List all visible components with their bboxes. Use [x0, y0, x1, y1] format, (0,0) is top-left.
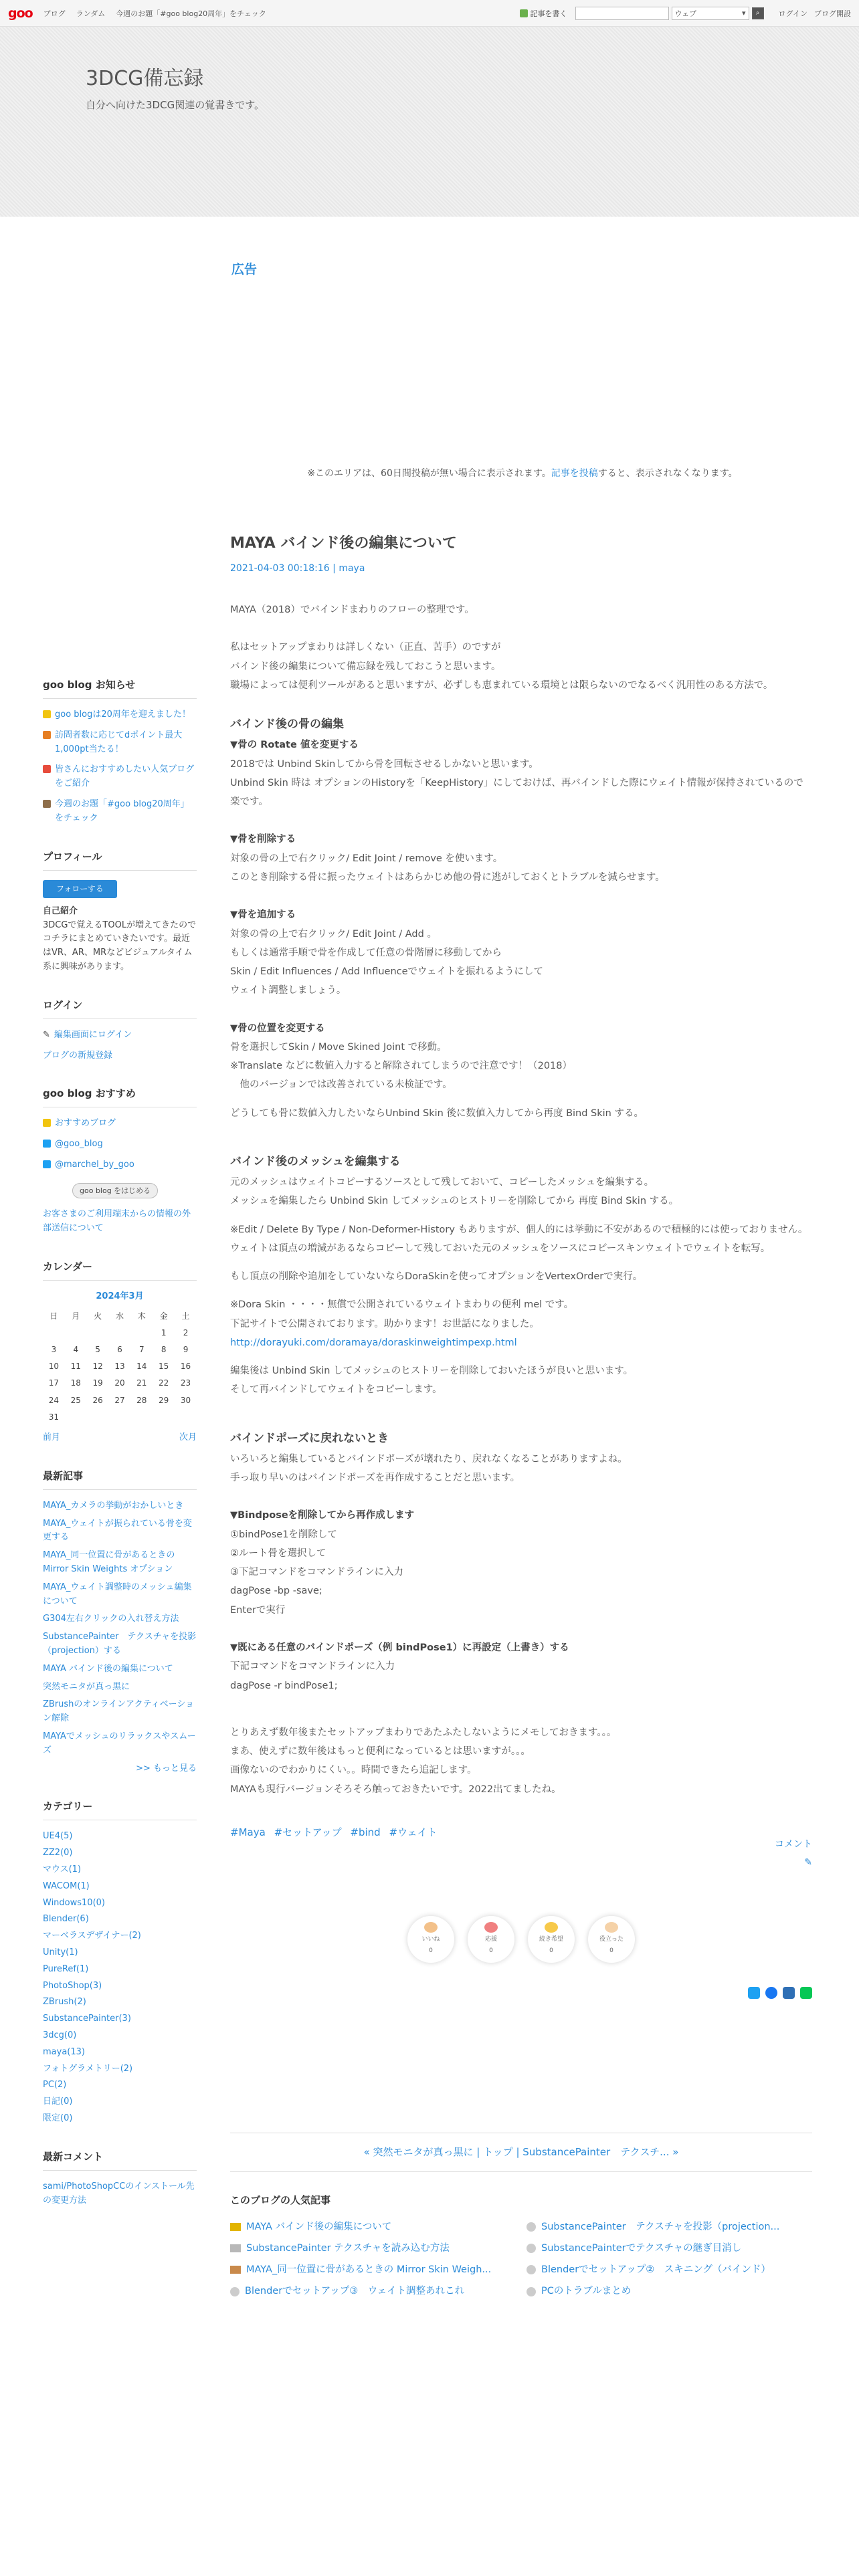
megaphone-icon — [484, 1922, 498, 1933]
subsection-heading: ▼骨の Rotate 値を変更する — [230, 740, 359, 751]
body-text: 元のメッシュはウェイトコピーするソースとして残しておいて、コピーしたメッシュを編集する。 — [230, 1177, 654, 1188]
top-bar — [0, 0, 859, 27]
meta-separator: | — [329, 562, 339, 574]
star-icon — [43, 710, 51, 718]
category-link[interactable]: WACOM(1) — [43, 1881, 90, 1891]
body-text: ※Edit / Delete By Type / Non-Deformer-History もありますが、個人的には挙動に不安があるので積極的には使っておりません。 — [230, 1224, 808, 1235]
recommend-heading: goo blog おすすめ — [43, 1085, 197, 1107]
category-link[interactable]: Windows10(0) — [43, 1897, 105, 1908]
body-text: とりあえず数年後またセットアップまわりであたふたしないようにメモしておきます。。。 — [230, 1727, 617, 1738]
body-text: Unbind Skin 時は オプションのHistoryを「KeepHistory」にしておけば、再バインドした際にウェイト情報が保持されているので楽です。 — [230, 777, 803, 808]
heart-eyes-icon — [545, 1922, 558, 1933]
goo-start-button[interactable]: goo blog をはじめる — [72, 1183, 158, 1199]
popular-title: このブログの人気記事 — [230, 2194, 331, 2207]
reaction-want-more[interactable] — [528, 1916, 575, 1963]
pen-icon — [520, 9, 528, 17]
gift-icon — [43, 731, 51, 739]
category-link[interactable]: ZBrush(2) — [43, 1997, 86, 2008]
news-item[interactable] — [43, 798, 197, 826]
category-link[interactable]: PC(2) — [43, 2080, 67, 2090]
popular-item-link[interactable]: SubstancePainterでテクスチャの継ぎ目消し — [541, 2242, 742, 2254]
body-text: 手っ取り早いのはバインドポーズを再作成することだと思います。 — [230, 1473, 520, 1484]
body-text: いろいろと編集しているとバインドポーズが壊れたり、戻れなくなることがありますよね。 — [230, 1453, 628, 1465]
goo-logo[interactable]: goo — [8, 5, 33, 21]
calendar-month: 2024年3月 — [96, 1291, 144, 1301]
calendar-day: 22 — [159, 1378, 169, 1388]
more-articles-link[interactable]: >> もっと見る — [136, 1763, 197, 1774]
calendar-day: 24 — [48, 1395, 60, 1405]
calendar-day: 6 — [117, 1345, 122, 1355]
share-row — [230, 1987, 812, 1999]
calendar-day: 26 — [92, 1395, 103, 1405]
recent-article-link[interactable]: ZBrushのオンラインアクティベーション解除 — [43, 1699, 195, 1724]
blog-header — [0, 27, 859, 217]
body-text: メッシュを編集したら Unbind Skin してメッシュのヒストリーを削除してから 再度 Bind Skin する。 — [230, 1196, 679, 1207]
body-text: 対象の骨の上で右クリック/ Edit Joint / Add 。 — [230, 928, 437, 940]
body-text: 2018では Unbind Skinしてから骨を回転させるしかないと思います。 — [230, 758, 539, 770]
login-edit-item[interactable] — [43, 1029, 197, 1043]
ad-label: 広告 — [231, 262, 258, 277]
subsection-heading: ▼骨の位置を変更する — [230, 1023, 325, 1034]
category-link[interactable]: SubstancePainter(3) — [43, 2014, 131, 2024]
doraskin-link[interactable]: http://dorayuki.com/doramaya/doraskinweightimpexp.html — [230, 1337, 517, 1348]
prev-month-link[interactable]: 前月 — [43, 1432, 61, 1443]
reaction-count: 0 — [549, 1947, 553, 1955]
popular-item-link[interactable]: MAYA バインド後の編集について — [246, 2221, 392, 2232]
follow-button[interactable]: フォローする — [43, 880, 117, 898]
search-icon: ⌕ — [755, 9, 760, 17]
recent-heading: 最新記事 — [43, 1468, 197, 1490]
calendar — [43, 1290, 197, 1445]
body-text: dagPose -r bindPose1; — [230, 1680, 338, 1691]
calendar-day: 21 — [136, 1378, 147, 1388]
calendar-grid — [43, 1308, 197, 1426]
recent-article-link[interactable]: MAYAでメッシュのリラックスやスムーズ — [43, 1731, 196, 1755]
sidebar — [43, 677, 197, 2208]
subsection-heading: ▼既にある任意のバインドポーズ（例 bindPose1）に再設定（上書き）する — [230, 1642, 569, 1653]
body-text: 他のバージョンでは改善されている未検証です。 — [230, 1079, 452, 1091]
reaction-count: 0 — [429, 1947, 433, 1955]
terms-link[interactable]: お客さまのご利用端末からの情報の外部送信について — [43, 1209, 191, 1234]
popular-item-link[interactable]: SubstancePainter テクスチャを読み込む方法 — [246, 2242, 450, 2254]
post-article-link[interactable]: 記事を投稿 — [551, 468, 598, 479]
body-text: ③下記コマンドをコマンドラインに入力 — [230, 1567, 404, 1578]
reaction-helpful[interactable] — [588, 1916, 635, 1963]
news-link[interactable]: 今週のお題「#goo blog20周年」をチェック — [55, 798, 189, 823]
calendar-day: 1 — [161, 1327, 167, 1337]
category-link[interactable]: Unity(1) — [43, 1947, 78, 1957]
nav-random[interactable]: ランダム — [76, 9, 106, 18]
twitter-icon — [43, 1140, 51, 1148]
calendar-day: 9 — [183, 1345, 189, 1355]
calendar-day: 7 — [138, 1345, 145, 1355]
rank-icon — [527, 2222, 536, 2232]
tag-list — [230, 1823, 812, 1842]
login-heading: ログイン — [43, 997, 197, 1019]
calendar-day: 5 — [95, 1345, 100, 1355]
calendar-day: 27 — [114, 1395, 125, 1405]
facebook-icon[interactable] — [765, 1987, 777, 1999]
subsection-heading: ▼骨を追加する — [230, 909, 296, 921]
news-heading: goo blog お知らせ — [43, 677, 197, 699]
popular-item[interactable] — [230, 2218, 516, 2236]
category-link[interactable]: UE4(5) — [43, 1831, 73, 1842]
calendar-day: 20 — [114, 1378, 125, 1388]
popular-item-link[interactable]: Blenderでセットアップ③ ウェイト調整あれこれ — [245, 2286, 465, 2297]
recent-article-link[interactable]: MAYA バインド後の編集について — [43, 1663, 173, 1674]
recommend-item[interactable] — [43, 1117, 197, 1131]
search-scope-value: ウェブ — [674, 9, 697, 18]
recent-comment-link[interactable]: sami/PhotoShopCCのインストール先の変更方法 — [43, 2181, 195, 2206]
new-blog-link[interactable]: ブログの新規登録 — [43, 1050, 113, 1061]
body-text: ②ルート骨を選択して — [230, 1547, 326, 1559]
rank-icon — [527, 2287, 536, 2296]
chevron-down-icon: ▾ — [742, 9, 746, 17]
twitter-icon — [43, 1160, 51, 1168]
news-link[interactable]: 訪問者数に応じてdポイント最大1,000pt当たる！ — [55, 730, 183, 754]
calendar-day: 3 — [51, 1345, 57, 1355]
subsection-heading: ▼骨を削除する — [230, 834, 296, 845]
tag[interactable]: #ウェイト — [389, 1826, 438, 1838]
hatena-icon[interactable] — [783, 1987, 795, 1999]
body-text: バインド後の編集について備忘録を残しておこうと思います。 — [230, 661, 501, 672]
category-link[interactable]: PhotoShop(3) — [43, 1980, 102, 1991]
thumbs-up-icon — [424, 1922, 438, 1933]
category-link[interactable]: 限定(0) — [43, 2113, 73, 2123]
body-text: もし頂点の削除や追加をしていないならDoraSkinを使ってオプションをVertexOrderで実行。 — [230, 1271, 643, 1283]
calendar-nav — [43, 1431, 197, 1445]
popular-item-link[interactable]: SubstancePainter テクスチャを投影（projection... — [541, 2221, 780, 2232]
calendar-day: 16 — [180, 1362, 191, 1372]
recommend-link[interactable]: おすすめブログ — [55, 1118, 116, 1129]
section-heading: バインド後の骨の編集 — [230, 718, 344, 732]
news-link[interactable]: goo blogは20周年を迎えました！ — [55, 710, 191, 720]
category-link[interactable]: マウス(1) — [43, 1864, 82, 1874]
pencil-icon: ✎ — [804, 1857, 812, 1868]
tag[interactable]: #bind — [350, 1826, 381, 1838]
line-icon[interactable] — [800, 1987, 812, 1999]
comment-link[interactable] — [775, 1836, 812, 1872]
rank-icon — [527, 2244, 536, 2253]
calendar-day: 28 — [136, 1395, 147, 1405]
calendar-day: 13 — [114, 1362, 125, 1372]
weekday: 火 — [94, 1311, 102, 1321]
article-date[interactable]: 2021-04-03 00:18:16 — [230, 562, 330, 574]
popular-item[interactable] — [527, 2260, 812, 2279]
category-link[interactable]: 3dcg(0) — [43, 2030, 77, 2040]
popular-item-link[interactable]: Blenderでセットアップ② スキニング（バインド） — [541, 2264, 771, 2276]
body-text: 対象の骨の上で右クリック/ Edit Joint / remove を使います。 — [230, 853, 503, 864]
rank-icon — [230, 2287, 240, 2296]
section-heading: バインドポーズに戻れないとき — [230, 1431, 389, 1445]
popular-list — [230, 2218, 812, 2301]
body-text: ウェイト調整しましょう。 — [230, 985, 347, 996]
write-article-label: 記事を書く — [530, 9, 567, 18]
category-list — [43, 1830, 197, 2125]
register-link[interactable]: ブログ開設 — [814, 9, 851, 18]
body-text: そして再バインドしてウェイトをコピーします。 — [230, 1384, 442, 1396]
star-icon — [43, 1119, 51, 1127]
article-meta — [230, 560, 812, 578]
profile-heading: プロフィール — [43, 849, 197, 871]
recommend-link[interactable]: @goo_blog — [55, 1139, 103, 1150]
article-pager[interactable]: « 突然モニタが真っ黒に | トップ | SubstancePainter テクスチ... » — [230, 2133, 812, 2172]
body-text: MAYAも現行バージョンそろそろ触っておきたいです。2022出てましたね。 — [230, 1784, 561, 1795]
calendar-day: 30 — [180, 1395, 191, 1405]
login-link[interactable]: ログイン — [778, 9, 807, 18]
body-text: 編集後は Unbind Skin してメッシュのヒストリーを削除しておいたほうが良いと思います。 — [230, 1366, 634, 1377]
recommend-item[interactable] — [43, 1158, 197, 1172]
article-title: MAYA バインド後の編集について — [230, 535, 457, 552]
twitter-icon[interactable] — [748, 1987, 760, 1999]
intro-text: 3DCGで覚えるTOOLが増えてきたのでコチラにまとめていきたいです。最近はVR、AR、MRなどビジュアルタイム系に興味があります。 — [43, 920, 197, 972]
popular-item[interactable] — [527, 2282, 812, 2300]
reaction-label: 続き希望 — [539, 1935, 563, 1943]
calendar-icon — [43, 800, 51, 808]
calendar-day: 31 — [48, 1412, 60, 1422]
recent-article-link[interactable]: MAYA_同一位置に骨があるときの Mirror Skin Weights オプション — [43, 1550, 175, 1575]
rank-icon — [527, 2265, 536, 2274]
recommend-item[interactable] — [43, 1138, 197, 1152]
article-category[interactable]: maya — [339, 562, 365, 574]
ad-notice-text-end: すると、表示されなくなります。 — [597, 468, 738, 479]
weekday: 水 — [115, 1311, 124, 1321]
calendar-day: 18 — [70, 1378, 81, 1388]
recent-article-link[interactable]: MAYA_ウェイト調整時のメッシュ編集について — [43, 1582, 192, 1606]
calendar-day: 25 — [70, 1395, 81, 1405]
body-text: 画像ないのでわかりにくい。。時間できたら追記します。 — [230, 1765, 477, 1776]
category-link[interactable]: PureRef(1) — [43, 1963, 89, 1974]
music-note-icon — [43, 765, 51, 773]
intro-heading: 自己紹介 — [43, 905, 78, 916]
ad-notice-text: ※このエリアは、60日間投稿が無い場合に表示されます。 — [307, 468, 551, 479]
body-text: Enterで実行 — [230, 1604, 286, 1616]
recommend-link[interactable]: @marchel_by_goo — [55, 1159, 134, 1170]
calendar-day: 4 — [73, 1345, 79, 1355]
calendar-day: 23 — [180, 1378, 191, 1388]
reaction-row — [230, 1916, 812, 1963]
recent-list — [43, 1499, 197, 1758]
popular-item[interactable] — [230, 2260, 516, 2279]
clap-icon — [605, 1922, 618, 1933]
category-heading: カテゴリー — [43, 1798, 197, 1820]
body-text: dagPose -bp -save; — [230, 1586, 322, 1597]
recent-article-link[interactable]: G304左右クリックの入れ替え方法 — [43, 1614, 179, 1624]
calendar-day: 8 — [161, 1345, 167, 1355]
body-text: このとき削除する骨に振ったウェイトはあらかじめ他の骨に逃がしておくとトラブルを減らせます。 — [230, 871, 665, 883]
reaction-cheer[interactable] — [468, 1916, 514, 1963]
body-text: ①bindPose1を削除して — [230, 1529, 337, 1540]
category-link[interactable]: フォトグラメトリー(2) — [43, 2063, 133, 2074]
category-link[interactable]: ZZ2(0) — [43, 1848, 73, 1858]
category-link[interactable]: マーベラスデザイナー(2) — [43, 1931, 141, 1941]
calendar-day: 19 — [92, 1378, 103, 1388]
popular-item[interactable] — [230, 2282, 516, 2300]
body-text: 職場によっては便利ツールがあると思いますが、必ずしも恵まれている環境とは限らないのでなるべく汎用性のある方法で。 — [230, 679, 773, 691]
tag[interactable]: #セットアップ — [274, 1826, 342, 1838]
calendar-day: 11 — [70, 1362, 81, 1372]
search-input[interactable] — [575, 7, 669, 20]
body-text: ※Dora Skin ・・・・無償で公開されているウェイトまわりの便利 mel です。 — [230, 1299, 574, 1311]
body-text: どうしても骨に数値入力したいならUnbind Skin 後に数値入力してから再度 Bind Skin する。 — [230, 1107, 644, 1119]
body-text: もしくは通常手順で骨を作成して任意の骨階層に移動してから — [230, 947, 502, 958]
pencil-icon: ✎ — [43, 1029, 50, 1040]
weekday: 日 — [50, 1311, 58, 1321]
calendar-day: 14 — [136, 1362, 147, 1372]
recent-article-link[interactable]: MAYA_カメラの挙動がおかしいとき — [43, 1500, 184, 1511]
weekday: 木 — [137, 1311, 146, 1321]
calendar-heading: カレンダー — [43, 1259, 197, 1281]
reaction-count: 0 — [609, 1947, 613, 1955]
category-link[interactable]: Blender(6) — [43, 1914, 89, 1925]
weekday: 月 — [72, 1311, 80, 1321]
popular-item[interactable] — [527, 2218, 812, 2236]
login-edit-link[interactable]: 編集画面にログイン — [54, 1029, 132, 1040]
calendar-day: 10 — [48, 1362, 60, 1372]
tag[interactable]: #Maya — [230, 1826, 266, 1838]
body-text: ウェイトは頂点の増減があるならコピーして残しておいた元のメッシュをソースにコピースキンウェイトでウェイトを転写。 — [230, 1243, 771, 1254]
category-link[interactable]: maya(13) — [43, 2046, 85, 2057]
body-text: まあ、使えずに数年後はもっと便利になっているとは思いますが。。。 — [230, 1746, 531, 1757]
subsection-heading: ▼Bindposeを削除してから再作成します — [230, 1510, 415, 1521]
body-text: 骨を選択してSkin / Move Skined Joint で移動。 — [230, 1041, 447, 1053]
reaction-label: 応援 — [484, 1935, 497, 1943]
weekday: 金 — [159, 1311, 168, 1321]
calendar-day: 17 — [48, 1378, 60, 1388]
news-item[interactable] — [43, 729, 197, 757]
body-text: Skin / Edit Influences / Add Influenceでウェイトを振れるようにして — [230, 966, 543, 978]
search-scope-select[interactable] — [672, 7, 749, 20]
recent-article-link[interactable]: 突然モニタが真っ黒に — [43, 1681, 130, 1692]
popular-item[interactable] — [527, 2239, 812, 2258]
section-heading: バインド後のメッシュを編集する — [230, 1154, 401, 1168]
body-text: 下記コマンドをコマンドラインに入力 — [230, 1661, 395, 1673]
news-item[interactable] — [43, 708, 197, 722]
crown-bronze-icon — [230, 2266, 241, 2274]
reaction-label: いいね — [421, 1935, 440, 1943]
popular-item-link[interactable]: MAYA_同一位置に骨があるときの Mirror Skin Weigh... — [246, 2264, 492, 2276]
crown-gold-icon — [230, 2223, 241, 2231]
write-article-link[interactable] — [520, 8, 567, 19]
blog-title[interactable]: 3DCG備忘録 — [86, 67, 204, 90]
reaction-count: 0 — [489, 1947, 493, 1955]
recent-article-link[interactable]: MAYA_ウェイトが振られている骨を変更する — [43, 1518, 192, 1543]
popular-item[interactable] — [230, 2239, 516, 2258]
body-text: MAYA（2018）でバインドまわりのフローの整理です。 — [230, 605, 474, 616]
calendar-day: 29 — [159, 1395, 169, 1405]
blog-description: 自分へ向けた3DCG関連の覚書きです。 — [86, 99, 264, 111]
popular-item-link[interactable]: PCのトラブルまとめ — [541, 2286, 632, 2297]
calendar-day: 12 — [92, 1362, 103, 1372]
nav-weekly-topic[interactable]: 今週のお題「#goo blog20周年」をチェック — [116, 9, 266, 18]
nav-blog[interactable]: ブログ — [43, 9, 66, 18]
search-button[interactable] — [752, 7, 764, 19]
body-text: ※Translate などに数値入力すると解除されてしまうので注意です！（2018） — [230, 1061, 572, 1072]
reaction-like[interactable] — [407, 1916, 454, 1963]
body-text: 私はセットアップまわりは詳しくない（正直、苦手）のですが — [230, 642, 501, 653]
next-month-link[interactable]: 次月 — [179, 1432, 197, 1443]
comments-heading: 最新コメント — [43, 2149, 197, 2171]
news-item[interactable] — [43, 763, 197, 791]
recent-article-link[interactable]: SubstancePainter テクスチャを投影（projection）する — [43, 1632, 197, 1656]
weekday: 土 — [181, 1311, 190, 1321]
news-link[interactable]: 皆さんにおすすめしたい人気ブログをご紹介 — [55, 764, 195, 789]
reaction-label: 役立った — [599, 1935, 624, 1943]
calendar-day: 2 — [183, 1327, 189, 1337]
article — [230, 530, 812, 2301]
ad-notice — [231, 466, 814, 479]
body-text: 下記サイトで公開されております。助かります！お世話になりました。 — [230, 1318, 539, 1329]
calendar-day: 15 — [159, 1362, 169, 1372]
comment-label: コメント — [775, 1839, 812, 1850]
category-link[interactable]: 日記(0) — [43, 2097, 73, 2107]
crown-silver-icon — [230, 2244, 241, 2252]
